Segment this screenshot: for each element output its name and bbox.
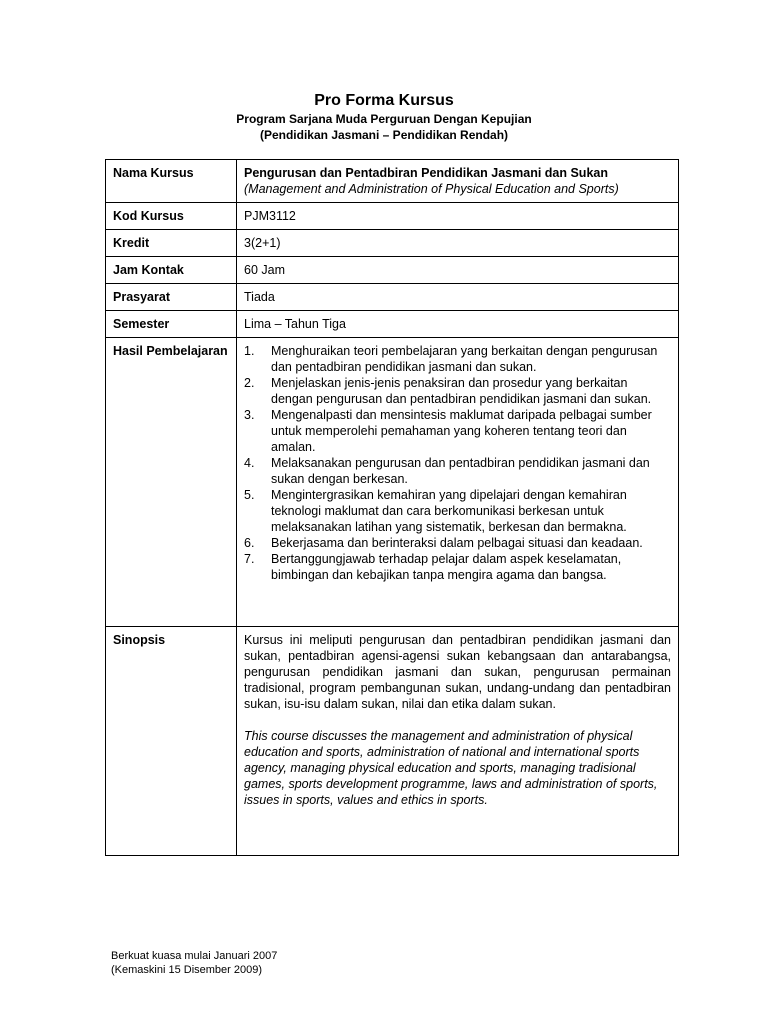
synopsis-spacer bbox=[244, 712, 671, 728]
value-sinopsis bbox=[237, 627, 679, 856]
list-item-number: 4. bbox=[244, 456, 255, 470]
page-subtitle-program: Program Sarjana Muda Perguruan Dengan Kepujian bbox=[236, 112, 532, 126]
course-name-malay: Pengurusan dan Pentadbiran Pendidikan Jasmani dan Sukan bbox=[244, 166, 608, 180]
row-semester bbox=[106, 311, 679, 338]
value-jam-kontak: 60 Jam bbox=[237, 257, 679, 284]
value-nama-kursus bbox=[237, 160, 679, 203]
page-subtitle-specialization: (Pendidikan Jasmani – Pendidikan Rendah) bbox=[259, 128, 509, 142]
list-item bbox=[244, 551, 671, 583]
list-item-number: 2. bbox=[244, 376, 255, 390]
row-kredit bbox=[106, 230, 679, 257]
row-hasil-pembelajaran bbox=[106, 338, 679, 627]
label-kod-kursus: Kod Kursus bbox=[106, 203, 237, 230]
list-item-number: 3. bbox=[244, 408, 255, 422]
list-item bbox=[244, 535, 671, 551]
label-nama-kursus: Nama Kursus bbox=[106, 160, 237, 203]
list-item-text: Mengenalpasti dan mensintesis maklumat daripada pelbagai sumber untuk memperolehi pemahaman yang koheren tentang teori dan amalan. bbox=[271, 408, 652, 454]
list-item-number: 1. bbox=[244, 344, 255, 358]
value-kredit: 3(2+1) bbox=[237, 230, 679, 257]
label-hasil-pembelajaran: Hasil Pembelajaran bbox=[106, 338, 237, 627]
list-item-text: Bekerjasama dan berinteraksi dalam pelbagai situasi dan keadaan. bbox=[271, 536, 643, 550]
value-semester: Lima – Tahun Tiga bbox=[237, 311, 679, 338]
footer-updated-date: (Kemaskini 15 Disember 2009) bbox=[111, 964, 263, 976]
list-item-text: Melaksanakan pengurusan dan pentadbiran pendidikan jasmani dan sukan dengan berkesan. bbox=[271, 456, 650, 486]
row-sinopsis bbox=[106, 627, 679, 856]
label-sinopsis: Sinopsis bbox=[106, 627, 237, 856]
learning-outcomes-list bbox=[244, 343, 671, 583]
page-title: Pro Forma Kursus bbox=[314, 92, 454, 109]
course-name-english: (Management and Administration of Physical Education and Sports) bbox=[244, 182, 619, 196]
list-item bbox=[244, 487, 671, 535]
list-item-text: Menjelaskan jenis-jenis penaksiran dan prosedur yang berkaitan dengan pengurusan dan pentadbiran pendidikan jasmani dan sukan. bbox=[271, 376, 652, 406]
list-item bbox=[244, 375, 671, 407]
row-nama-kursus bbox=[106, 160, 679, 203]
list-item-text: Bertanggungjawab terhadap pelajar dalam aspek keselamatan, bimbingan dan kebajikan tanpa mengira agama dan bangsa. bbox=[271, 552, 622, 582]
value-prasyarat: Tiada bbox=[237, 284, 679, 311]
row-jam-kontak bbox=[106, 257, 679, 284]
label-kredit: Kredit bbox=[106, 230, 237, 257]
footer-effective-date: Berkuat kuasa mulai Januari 2007 bbox=[111, 950, 278, 962]
list-item-number: 6. bbox=[244, 536, 255, 550]
value-hasil-pembelajaran bbox=[237, 338, 679, 627]
label-semester: Semester bbox=[106, 311, 237, 338]
list-item bbox=[244, 407, 671, 455]
value-kod-kursus: PJM3112 bbox=[237, 203, 679, 230]
list-item-text: Mengintergrasikan kemahiran yang dipelajari dengan kemahiran teknologi maklumat dan cara berkomunikasi berkesan untuk melaksanakan latihan yang sistematik, berkesan dan bermakna. bbox=[271, 488, 627, 534]
row-kod-kursus bbox=[106, 203, 679, 230]
synopsis-malay: Kursus ini meliputi pengurusan dan pentadbiran pendidikan jasmani dan sukan, pentadbiran agensi-agensi sukan kebangsaan dan antarabangsa, pengurusan pendidikan jasmani dan sukan, pengurusan permainan tradisional, program pembangunan sukan, undang-undang dan pentadbiran sukan, isu-isu dalam sukan, nilai dan etika dalam sukan. bbox=[244, 633, 671, 711]
list-item-number: 5. bbox=[244, 488, 255, 502]
synopsis-english: This course discusses the management and administration of physical education and sports, administration of national and international sports agency, managing physical education and sports, managing tradisional games, sports development programme, laws and administration of sports, issues in sports, values and ethics in sports. bbox=[244, 729, 658, 807]
list-item bbox=[244, 455, 671, 487]
list-item-number: 7. bbox=[244, 552, 255, 566]
list-item bbox=[244, 343, 671, 375]
label-jam-kontak: Jam Kontak bbox=[106, 257, 237, 284]
label-prasyarat: Prasyarat bbox=[106, 284, 237, 311]
course-table bbox=[105, 159, 679, 856]
list-item-text: Menghuraikan teori pembelajaran yang berkaitan dengan pengurusan dan pentadbiran pendidikan jasmani dan sukan. bbox=[271, 344, 658, 374]
row-prasyarat bbox=[106, 284, 679, 311]
